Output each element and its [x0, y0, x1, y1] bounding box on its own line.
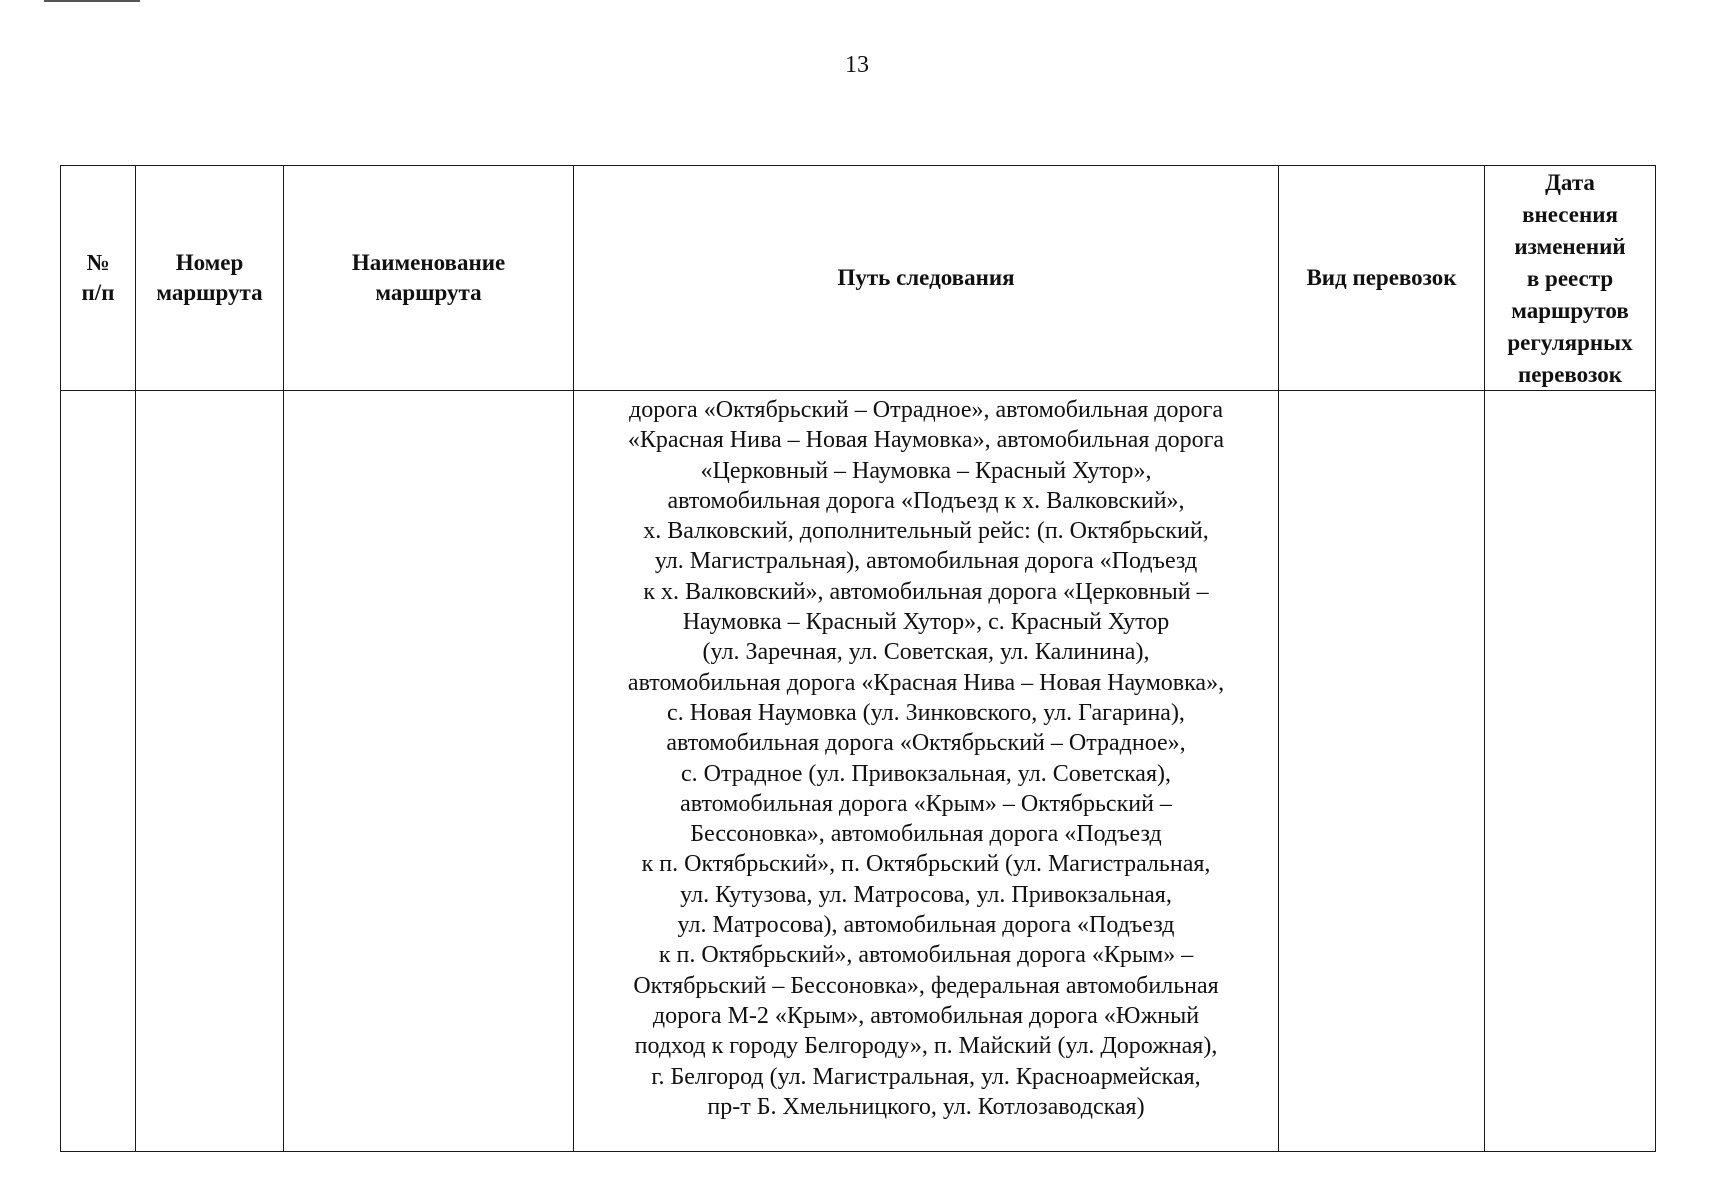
cell-registry-date: [1485, 391, 1656, 1152]
table-header-row: [61, 166, 1656, 391]
route-path-line: автомобильная дорога «Подъезд к х. Валковский»,: [667, 487, 1185, 514]
header-registry-date-line: Дата: [1545, 170, 1595, 195]
route-path-line: х. Валковский, дополнительный рейс: (п. Октябрьский,: [643, 518, 1209, 545]
header-registry-date-line: регулярных: [1507, 330, 1633, 355]
route-path-line: Наумовка – Красный Хутор», с. Красный Хутор: [682, 609, 1170, 636]
header-no: [61, 166, 136, 391]
table-row: [61, 391, 1656, 1152]
route-path-line: Октябрьский – Бессоновка», федеральная автомобильная: [633, 972, 1219, 999]
header-registry-date-line: маршрутов: [1511, 298, 1629, 323]
route-path-line: с. Отрадное (ул. Привокзальная, ул. Советская),: [680, 760, 1171, 787]
header-route-path: [574, 166, 1279, 391]
route-path-line: к п. Октябрьский», п. Октябрьский (ул. Магистральная,: [641, 851, 1211, 878]
route-path-line: к х. Валковский», автомобильная дорога «Церковный –: [643, 578, 1209, 605]
cell-no: [61, 391, 136, 1152]
scan-corner-mark: [44, 0, 140, 2]
route-path-line: автомобильная дорога «Красная Нива – Новая Наумовка»,: [627, 669, 1225, 696]
route-path-line: г. Белгород (ул. Магистральная, ул. Красноармейская,: [651, 1063, 1201, 1090]
route-path-line: автомобильная дорога «Октябрьский – Отрадное»,: [666, 730, 1186, 757]
route-path-line: (ул. Заречная, ул. Советская, ул. Калинина),: [702, 639, 1150, 666]
header-no-line: №: [86, 250, 110, 275]
route-path-line: ул. Магистральная), автомобильная дорога «Подъезд: [654, 548, 1198, 575]
route-path-text: [574, 391, 1278, 1122]
header-registry-date-line: в реестр: [1526, 266, 1614, 291]
page-number: 13: [845, 52, 869, 78]
header-no-line: п/п: [81, 280, 115, 305]
route-path-line: Бессоновка», автомобильная дорога «Подъезд: [690, 821, 1162, 848]
header-route-number: [136, 166, 284, 391]
header-route-name-line: Наименование: [351, 250, 506, 275]
header-transport-type: [1279, 166, 1485, 391]
header-route-name-line: маршрута: [375, 280, 482, 305]
header-route-path-line: Путь следования: [837, 265, 1015, 290]
route-path-line: с. Новая Наумовка (ул. Зинковского, ул. Гагарина),: [667, 699, 1185, 726]
route-path-line: «Церковный – Наумовка – Красный Хутор»,: [700, 457, 1152, 484]
header-route-number-line: маршрута: [156, 280, 263, 305]
route-path-line: дорога «Октябрьский – Отрадное», автомобильная дорога: [628, 397, 1224, 423]
cell-route-name: [284, 391, 574, 1152]
header-registry-date-line: внесения: [1522, 202, 1618, 227]
route-path-line: ул. Кутузова, ул. Матросова, ул. Привокзальная,: [680, 881, 1172, 908]
header-route-number-line: Номер: [175, 250, 244, 275]
route-path-line: автомобильная дорога «Крым» – Октябрьский –: [680, 790, 1172, 817]
route-path-line: ул. Матросова), автомобильная дорога «Подъезд: [677, 912, 1175, 939]
header-registry-date: [1485, 166, 1656, 391]
route-path-line: пр-т Б. Хмельницкого, ул. Котлозаводская): [707, 1093, 1145, 1120]
route-registry-table: [60, 165, 1656, 1152]
cell-route-number: [136, 391, 284, 1152]
cell-transport-type: [1279, 391, 1485, 1152]
header-route-name: [284, 166, 574, 391]
route-path-line: дорога М-2 «Крым», автомобильная дорога «Южный: [652, 1002, 1200, 1029]
header-registry-date-line: перевозок: [1517, 362, 1623, 387]
header-transport-type-line: Вид перевозок: [1306, 265, 1457, 290]
route-path-line: «Красная Нива – Новая Наумовка», автомобильная дорога: [627, 427, 1225, 454]
route-path-line: к п. Октябрьский», автомобильная дорога «Крым» –: [658, 942, 1194, 969]
cell-route-path: [574, 391, 1279, 1152]
header-registry-date-line: изменений: [1514, 234, 1626, 259]
route-path-line: подход к городу Белгороду», п. Майский (ул. Дорожная),: [634, 1033, 1218, 1060]
